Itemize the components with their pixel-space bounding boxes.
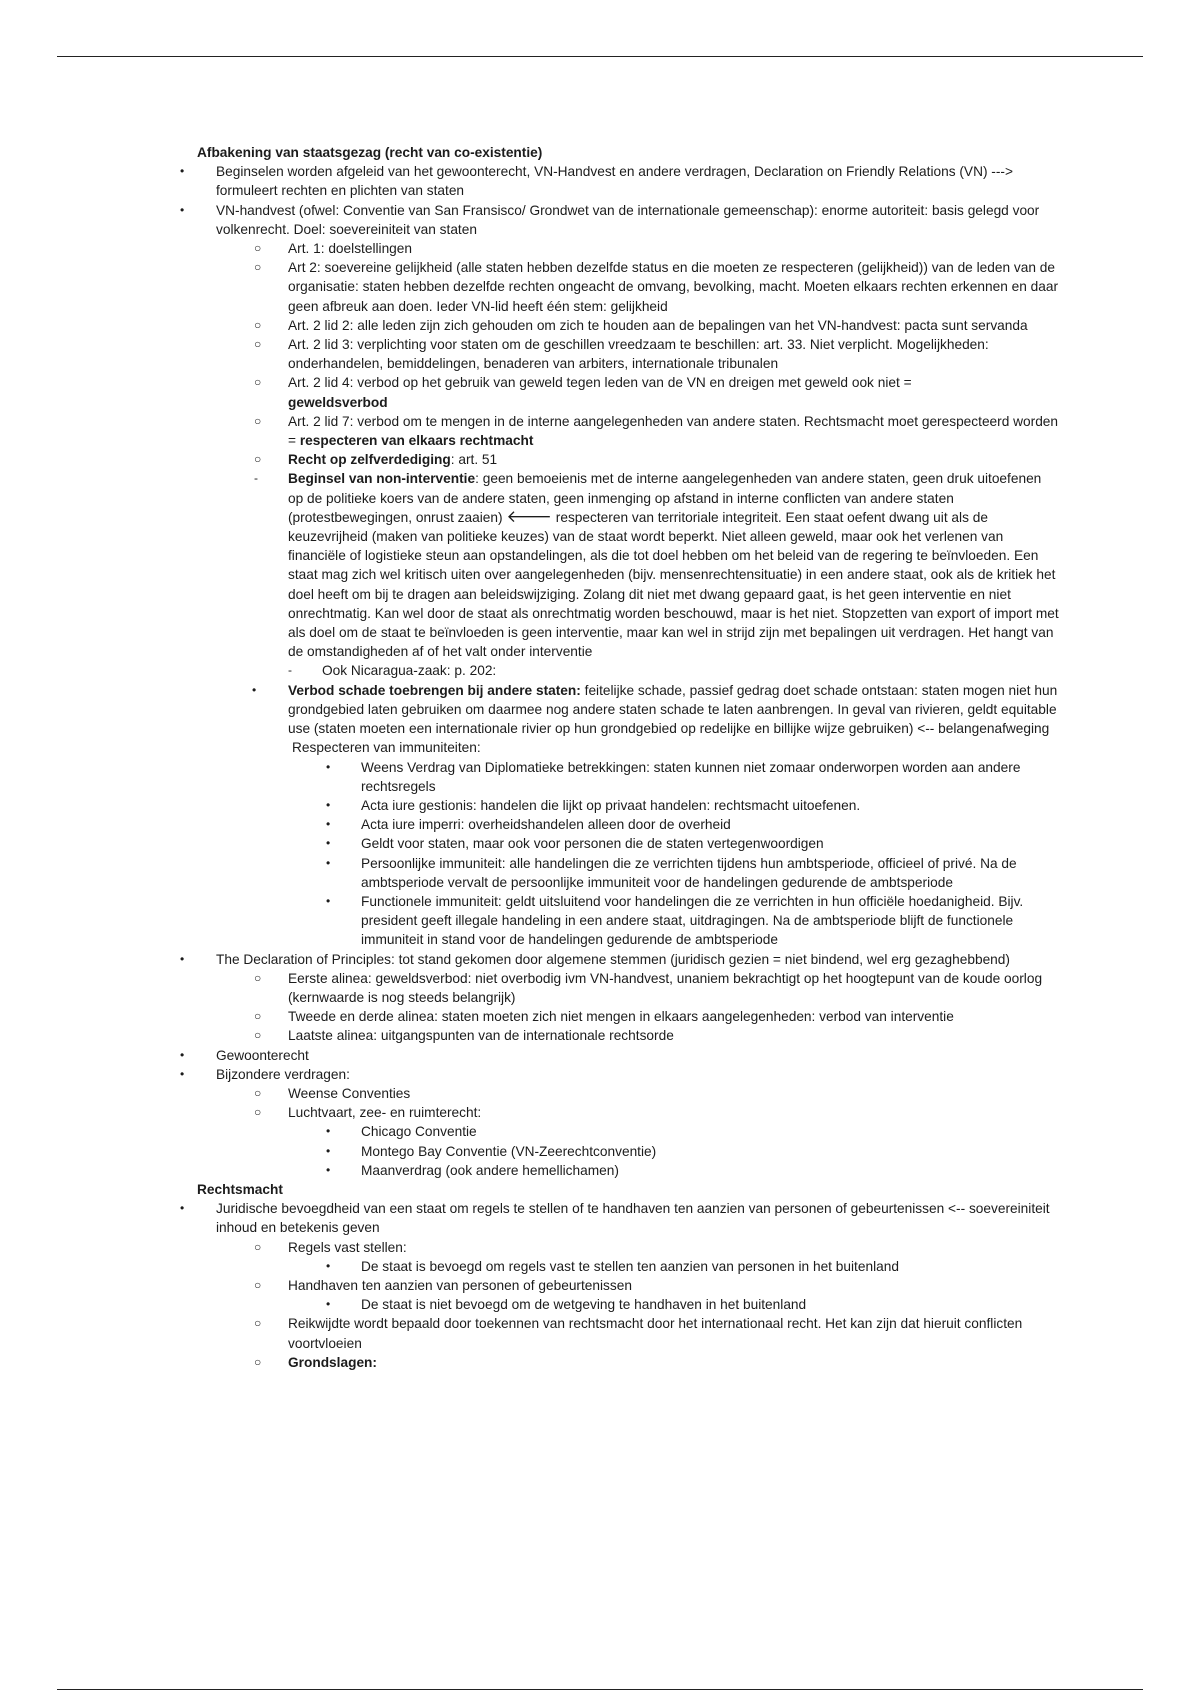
list-item: - Ook Nicaragua-zaak: p. 202:: [0, 661, 1200, 680]
bullet-marker: •: [326, 1258, 331, 1273]
list-item: ○ Reikwijdte wordt bepaald door toekennen van rechtsmacht door het internationaal recht. Het kan zijn dat hieruit conflicten voortvloeien: [254, 1316, 1023, 1351]
circle-marker: ○: [254, 260, 262, 275]
section-heading-rechtsmacht: Rechtsmacht: [197, 1181, 283, 1197]
circle-marker: ○: [254, 413, 262, 428]
list-item: ○ Weense Conventies: [0, 1084, 1200, 1103]
list-item: • De staat is bevoegd om regels vast te stellen ten aanzien van personen in het buitenland: [0, 1257, 1200, 1276]
bullet-marker: •: [326, 855, 331, 870]
bullet-marker: •: [326, 1124, 331, 1139]
list-item: • Geldt voor staten, maar ook voor personen die de staten vertegenwoordigen: [0, 834, 1200, 853]
list-item: • VN-handvest (ofwel: Conventie van San Fransisco/ Grondwet van de internationale gemeenschap): enorme autoriteit: basis gelegd voor volkenrecht. Doel: soevereiniteit van staten: [180, 202, 1040, 237]
list-item: ○ Handhaven ten aanzien van personen of gebeurtenissen: [0, 1276, 1200, 1295]
list-item: ○ Art. 2 lid 3: verplichting voor staten om de geschillen vreedzaam te beschillen: art. 33. Niet verplicht. Mogelijkheden: onderhandelen, bemiddelingen, benaderen van arbiters, internationale tribunalen: [254, 337, 989, 372]
bullet-marker: •: [326, 817, 331, 832]
circle-marker: ○: [254, 317, 262, 332]
list-item: ○ Art. 2 lid 4: verbod op het gebruik van geweld tegen leden van de VN en dreigen met geweld ook niet = geweldsverbod: [254, 375, 912, 410]
circle-marker: ○: [254, 1277, 262, 1292]
list-item: ○ Art. 1: doelstellingen: [0, 239, 1200, 258]
document-body: [0, 143, 1200, 1372]
list-item: • Acta iure imperri: overheidshandelen alleen door de overheid: [0, 815, 1200, 834]
circle-marker: ○: [254, 452, 262, 467]
bullet-marker: •: [180, 1201, 185, 1216]
section-heading-afbakening: Afbakening van staatsgezag (recht van co-existentie): [197, 145, 543, 160]
list-item: ○ Grondslagen:: [0, 1353, 1200, 1372]
list-item: ○ Laatste alinea: uitgangspunten van de internationale rechtsorde: [0, 1026, 1200, 1045]
dash-marker: -: [254, 471, 258, 486]
circle-marker: ○: [254, 970, 262, 985]
bullet-marker: •: [326, 1143, 331, 1158]
circle-marker: ○: [254, 1354, 262, 1369]
list-item: ○ Tweede en derde alinea: staten moeten zich niet mengen in elkaars aangelegenheden: verbod van interventie: [0, 1007, 1200, 1026]
list-item: • Maanverdrag (ook andere hemellichamen): [0, 1161, 1200, 1180]
circle-marker: ○: [254, 375, 262, 390]
bullet-marker: •: [326, 1297, 331, 1312]
bullet-marker: •: [326, 1162, 331, 1177]
bullet-marker: •: [180, 951, 185, 966]
list-item: • The Declaration of Principles: tot stand gekomen door algemene stemmen (juridisch gezien = niet bindend, wel erg gezaghebbend): [0, 950, 1200, 969]
list-item: ○ Recht op zelfverdediging: art. 51: [0, 450, 1200, 469]
list-item: • Montego Bay Conventie (VN-Zeerechtconventie): [0, 1142, 1200, 1161]
list-item: • Persoonlijke immuniteit: alle handelingen die ze verrichten tijdens hun ambtsperiode, officieel of privé. Na de ambtsperiode vervalt de persoonlijke immuniteit voor de handelingen gedurende de ambtsperiode: [326, 855, 1017, 890]
list-item: • Juridische bevoegdheid van een staat om regels te stellen of te handhaven ten aanzien van personen of gebeurtenissen <-- soevereiniteit inhoud en betekenis geven: [180, 1201, 1050, 1236]
circle-marker: ○: [254, 1085, 262, 1100]
list-item: • Beginselen worden afgeleid van het gewoonterecht, VN-Handvest en andere verdragen, Declaration on Friendly Relations (VN) ---> formuleert rechten en plichten van staten: [180, 164, 1013, 199]
list-item: ○ Regels vast stellen:: [0, 1238, 1200, 1257]
list-item: ○ Art. 2 lid 7: verbod om te mengen in de interne aangelegenheden van andere staten. Rechtsmacht moet gerespecteerd worden = respecteren van elkaars rechtmacht: [254, 413, 1059, 449]
bullet-marker: •: [180, 202, 185, 217]
circle-marker: ○: [254, 1239, 262, 1254]
list-item: • Gewoonterecht: [0, 1046, 1200, 1065]
list-item: ○ Luchtvaart, zee- en ruimterecht:: [0, 1103, 1200, 1122]
bullet-marker: •: [326, 759, 331, 774]
left-arrow-icon: 🡐: [506, 506, 552, 526]
list-item: • Acta iure gestionis: handelen die lijkt op privaat handelen: rechtsmacht uitoefenen.: [0, 796, 1200, 815]
circle-marker: ○: [254, 1009, 262, 1024]
header-rule: [57, 56, 1143, 57]
list-item: • Chicago Conventie: [0, 1122, 1200, 1141]
bullet-marker: •: [326, 836, 331, 851]
list-item: • Verbod schade toebrengen bij andere staten: feitelijke schade, passief gedrag doet schade ontstaan: staten mogen niet hun grondgebied laten gebruiken om daarmee nog andere staten schade te laten aanbrengen. In geval van rivieren, geldt equitable use (staten moeten een internationale rivier op hun grondgebied op redelijke en billijke wijze gebruiken) <-- belangenafweging: [252, 682, 1058, 737]
list-item: • De staat is niet bevoegd om de wetgeving te handhaven in het buitenland: [0, 1295, 1200, 1314]
bullet-marker: •: [252, 682, 257, 697]
list-item: • Weens Verdrag van Diplomatieke betrekkingen: staten kunnen niet zomaar onderworpen worden aan andere rechtsregels: [326, 759, 1021, 794]
subheading-immuniteiten: Respecteren van immuniteiten:: [292, 740, 481, 756]
list-item: - Beginsel van non-interventie: geen bemoeienis met de interne aangelegenheden van andere staten, geen druk uitoefenen op de politieke koers van de andere staten, geen inmenging op afstand in interne conflicten van andere staten (protestbewegingen, onrust zaaien) 🡐 respecteren van territoriale integriteit. Een staat oefent dwang uit als de keuzevrijheid (maken van politieke keuzes) van de staat wordt beperkt. Niet alleen geweld, maar ook het verlenen van financiële of logistieke steun aan opstandelingen, als die tot doel hebben om het beleid van de regering te beïnvloeden. Een staat mag zich wel kritisch uiten over aangelegenheden (bijv. mensenrechtensituatie) in een andere staat, ook als de kritiek het doel heeft om bij te dragen aan beleidswijziging. Zolang dit niet met dwang gepaard gaat, is het geen interventie en niet onrechtmatig. Kan wel door de staat als onrechtmatig worden beschouwd, maar is het niet. Stopzetten van export of import met als doel om de staat te beïnvloeden is geen interventie, maar kan wel in strijd zijn met bepalingen uit verdragen. Het hangt van de omstandigheden af of het valt onder interventie: [254, 471, 1059, 660]
circle-marker: ○: [254, 1028, 262, 1043]
bullet-marker: •: [180, 164, 185, 179]
list-item: ○ Art 2: soevereine gelijkheid (alle staten hebben dezelfde status en die moeten ze respecteren (gelijkheid)) van de leden van de organisatie: staten hebben dezelfde rechten ongeacht de omvang, bevolking, macht. Moeten elkaars rechten erkennen en daar geen afbreuk aan doen. Ieder VN-lid heeft één stem: gelijkheid: [254, 260, 1059, 314]
bullet-marker: •: [326, 893, 331, 908]
circle-marker: ○: [254, 241, 262, 256]
list-item: • Functionele immuniteit: geldt uitsluitend voor handelingen die ze verrichten in hun officiële hoedanigheid. Bijv. president geeft illegale handeling in een andere staat, uitdragingen. Na de ambtsperiode blijft de functionele immuniteit in stand voor de handelingen gedurende de ambtsperiode: [326, 893, 1024, 948]
bullet-marker: •: [180, 1066, 185, 1081]
dash-marker: -: [288, 663, 292, 678]
list-item: ○ Art. 2 lid 2: alle leden zijn zich gehouden om zich te houden aan de bepalingen van het VN-handvest: pacta sunt servanda: [0, 316, 1200, 335]
circle-marker: ○: [254, 1316, 262, 1331]
footer-rule: [57, 1689, 1143, 1690]
circle-marker: ○: [254, 1105, 262, 1120]
bullet-marker: •: [180, 1047, 185, 1062]
bullet-marker: •: [326, 797, 331, 812]
list-item: ○ Eerste alinea: geweldsverbod: niet overbodig ivm VN-handvest, unaniem bekrachtigt op het hoogtepunt van de koude oorlog (kernwaarde is nog steeds belangrijk): [254, 970, 1043, 1005]
list-item: • Bijzondere verdragen:: [0, 1065, 1200, 1084]
circle-marker: ○: [254, 337, 262, 352]
